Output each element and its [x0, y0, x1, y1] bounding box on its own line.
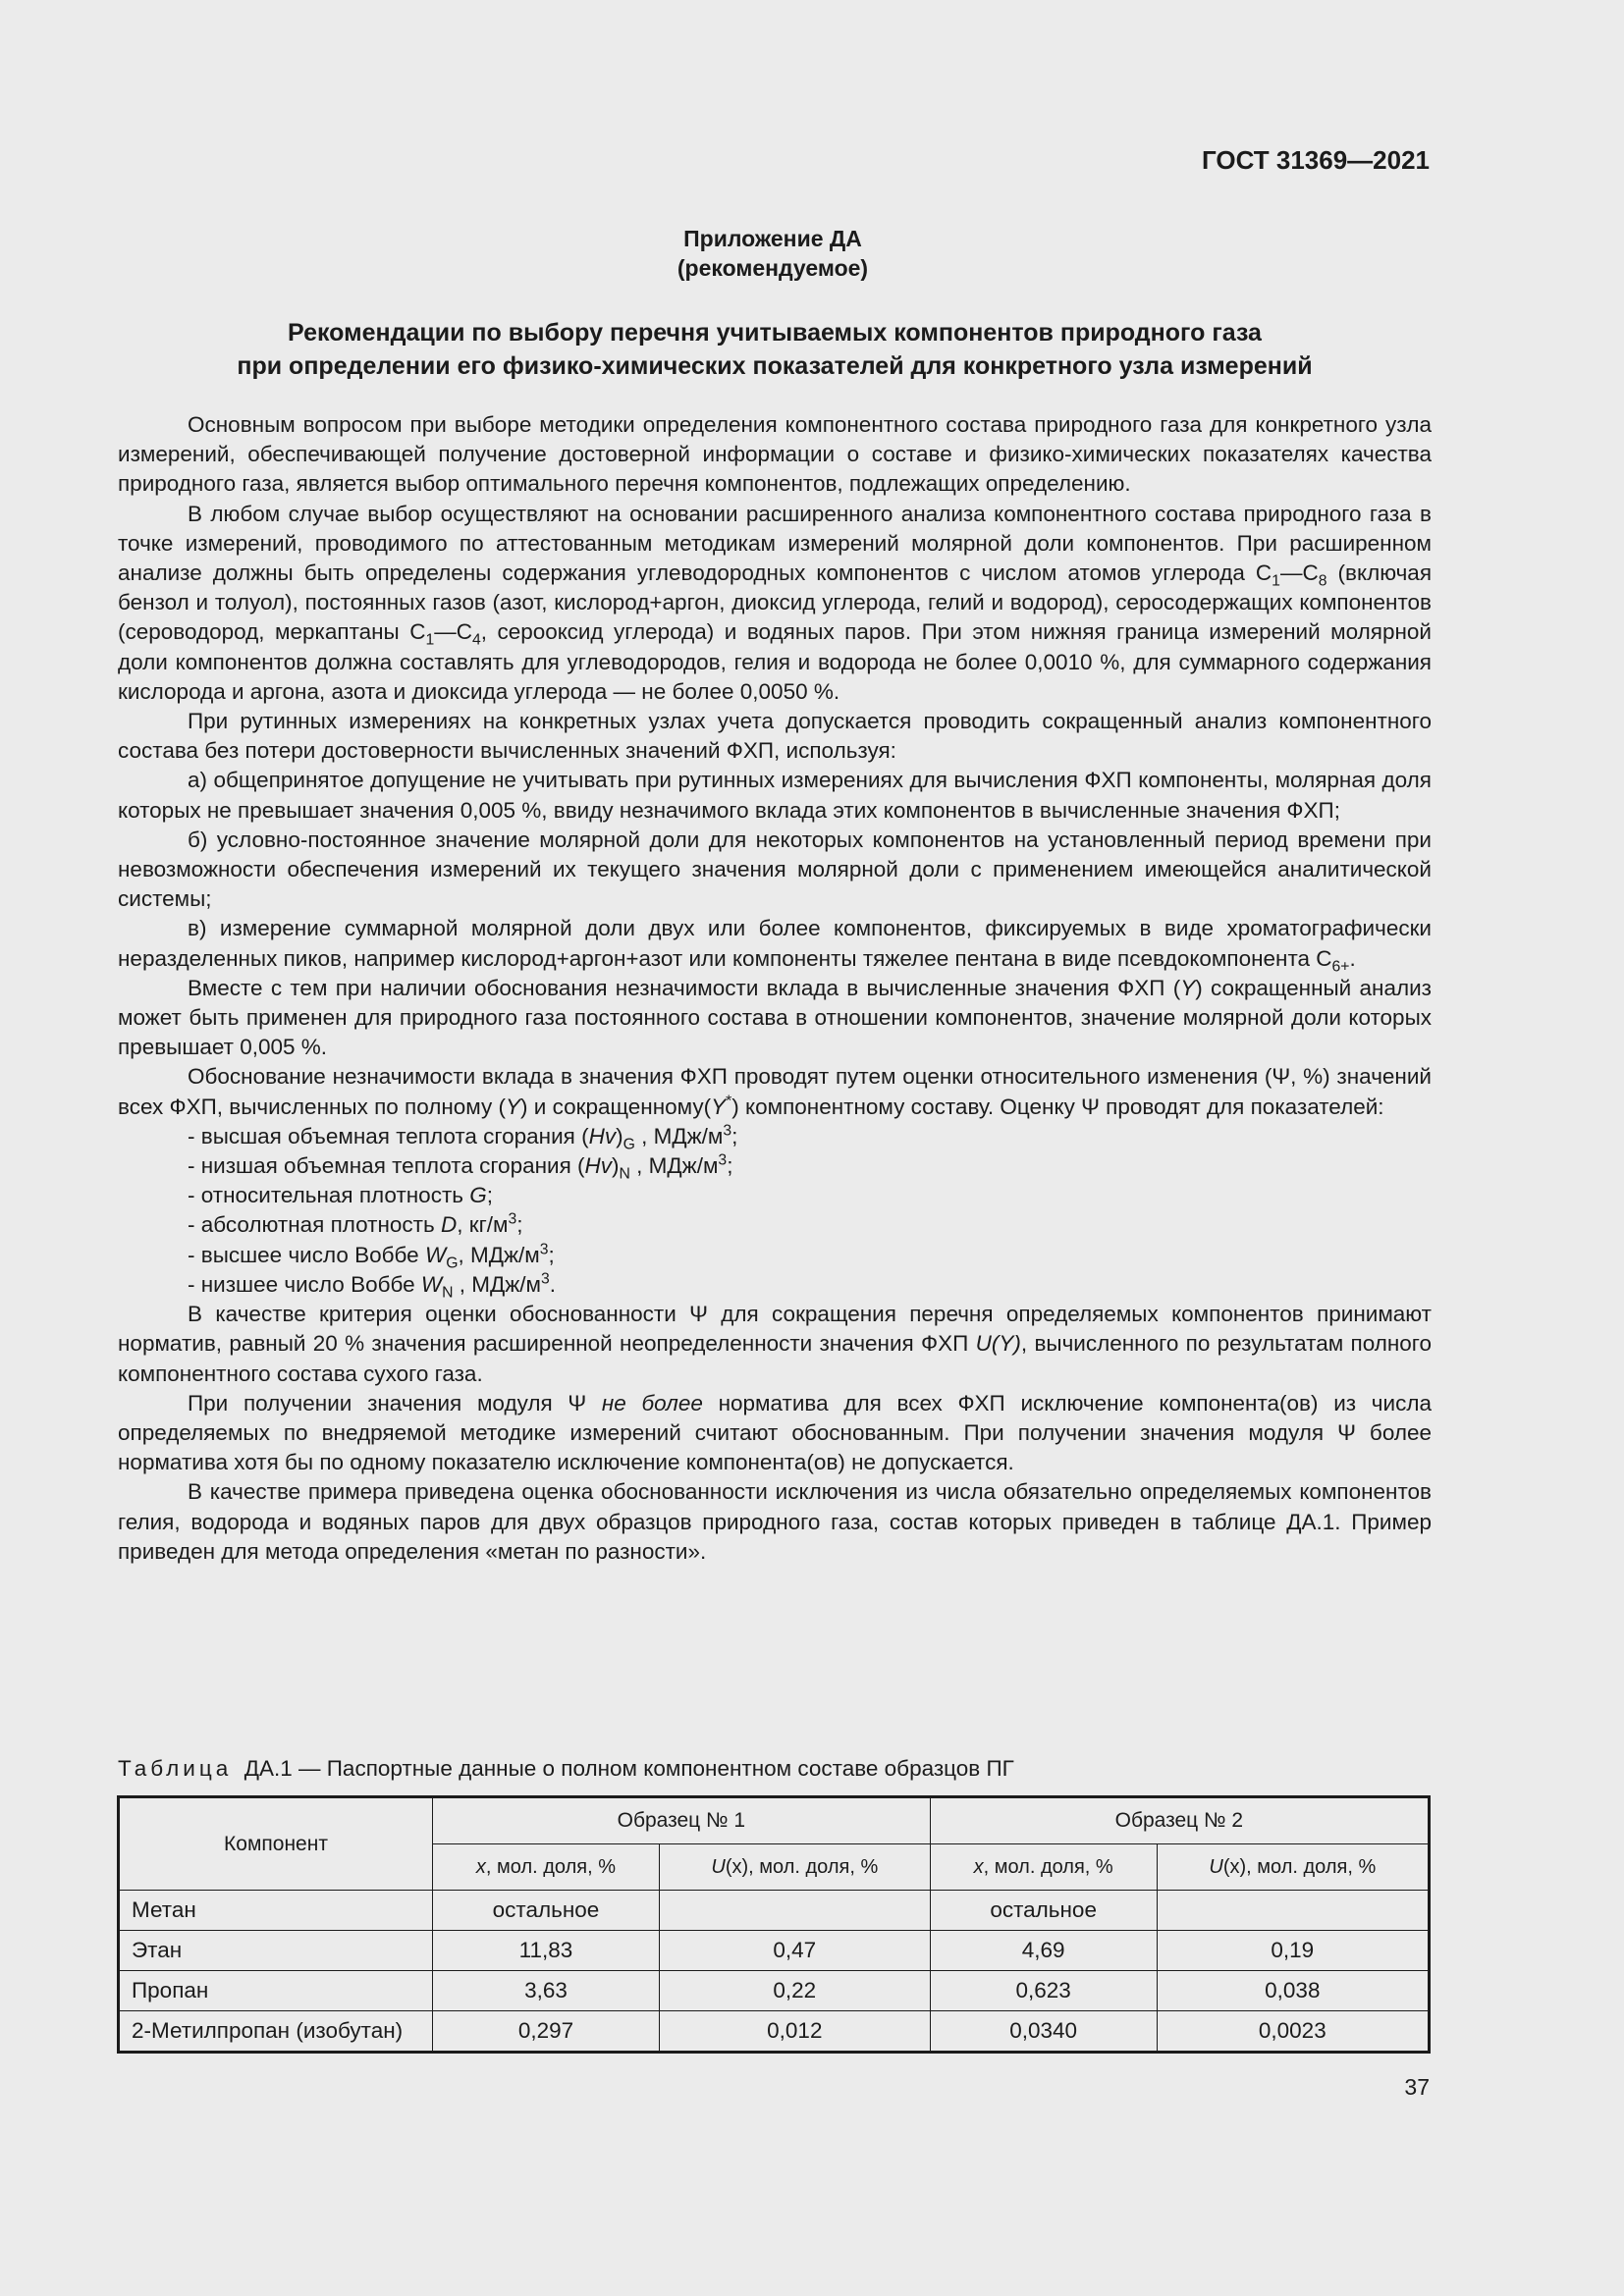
- indicator-list-item: - абсолютная плотность D, $кг/м^3$;: [188, 1210, 523, 1238]
- value-cell: 0,038: [1157, 1971, 1429, 2011]
- table-caption-label: Таблица: [118, 1756, 233, 1781]
- paragraph: В качестве критерия оценки обоснованности Ψ для сокращения перечня определяемых компонентов принимают норматив, равный 20 % значения расширенной неопределенности значения ФХП U(Y), вычисленного по результатам полного компонентного состава сухого газа.: [118, 1302, 1433, 1386]
- indicator-list-item: - высшее число Воббе $W_G$, МДж/$м^3$;: [188, 1241, 555, 1272]
- section-title-line1: Рекомендации по выбору перечня учитываемых компонентов природного газа: [288, 319, 1262, 347]
- paragraph: Вместе с тем при наличии обоснования незначимости вклада в вычисленные значения ФХП (Y) сокращенный анализ может быть применен для природного газа постоянного состава в отношении компонентов, значение молярной доли которых превышает 0,005 %.: [118, 975, 1432, 1060]
- indicator-list-item: - относительная плотность G;: [188, 1183, 494, 1208]
- table-caption-text: ДА.1 — Паспортные данные о полном компонентном составе образцов ПГ: [244, 1756, 1014, 1781]
- table-caption: [118, 1754, 1014, 1784]
- value-cell: 0,297: [433, 2011, 660, 2053]
- section-title-line2: при определении его физико-химических показателей для конкретного узла измерений: [237, 352, 1313, 380]
- paragraph: в) измерение суммарной молярной доли двух или более компонентов, фиксируемых в виде хроматографически неразделенных пиков, например кислород+аргон+азот или компоненты тяжелее пентана в виде псевдокомпонента $С_{6+}$.: [118, 916, 1432, 976]
- column-header-component: Компонент: [119, 1797, 433, 1891]
- indicator-list-item: - низшее число Воббе $W_N$ , МДж/$м^3$.: [188, 1270, 557, 1302]
- indicator-list: [118, 1122, 1432, 1300]
- section-title: [118, 316, 1432, 383]
- value-cell: остальное: [930, 1891, 1157, 1931]
- table-row: [119, 2011, 1430, 2053]
- paragraph: а) общепринятое допущение не учитывать при рутинных измерениях для вычисления ФХП компоненты, молярная доля которых не превышает значения 0,005 %, ввиду незначимого вклада этих компонентов в вычисленные значения ФХП;: [118, 768, 1432, 823]
- table-row: [119, 1971, 1430, 2011]
- column-header-u2: U(x), мол. доля, %: [1157, 1844, 1429, 1891]
- value-cell: 4,69: [930, 1931, 1157, 1971]
- value-cell: 0,22: [659, 1971, 930, 2011]
- paragraph: б) условно-постоянное значение молярной доли для некоторых компонентов на установленный период времени при невозможности обеспечения измерений их текущего значения молярной доли с применением имеющейся аналитической системы;: [118, 827, 1432, 912]
- value-cell: остальное: [433, 1891, 660, 1931]
- value-cell: 11,83: [433, 1931, 660, 1971]
- column-header-u1: U(x), мол. доля, %: [659, 1844, 930, 1891]
- column-header-x2: x, мол. доля, %: [930, 1844, 1157, 1891]
- body-text: [118, 410, 1432, 1567]
- paragraph: При получении значения модуля Ψ не более норматива для всех ФХП исключение компонента(ов) из числа определяемых по внедряемой методике измерений считают обоснованным. При получении значения модуля Ψ более норматива хотя бы по одному показателю исключение компонента(ов) не допускается.: [118, 1390, 1432, 1475]
- column-header-sample-2: Образец № 2: [930, 1797, 1429, 1844]
- value-cell: 0,47: [659, 1931, 930, 1971]
- composition-table: [117, 1795, 1431, 2054]
- appendix-status: (рекомендуемое): [677, 255, 869, 281]
- appendix-title: Приложение ДА: [683, 226, 862, 251]
- paragraph: В качестве примера приведена оценка обоснованности исключения из числа обязательно определяемых компонентов гелия, водорода и водяных паров для двух образцов природного газа, состав которых приведен в таблице ДА.1. Пример приведен для метода определения «метан по разности».: [118, 1479, 1432, 1564]
- indicator-list-item: - низшая объемная теплота сгорания $(Hv)_N$ , МДж/$м^3$;: [188, 1151, 733, 1183]
- indicator-list-item: - высшая объемная теплота сгорания $(Hv)_G$ , МДж/$м^3$;: [188, 1122, 738, 1153]
- value-cell: 0,012: [659, 2011, 930, 2053]
- value-cell: 0,19: [1157, 1931, 1429, 1971]
- value-cell: [1157, 1891, 1429, 1931]
- paragraph: В любом случае выбор осуществляют на основании расширенного анализа компонентного состава природного газа в точке измерений, проводимого по аттестованным методикам измерений молярной доли компонентов. При расширенном анализе должны быть определены содержания углеводородных компонентов с числом атомов углерода $С_1—С_8$ (включая бензол и толуол), постоянных газов (азот, кислород+аргон, диоксид углерода, гелий и водород), серосодержащих компонентов (сероводород, меркаптаны $С_1—С_4$, сероокcид углерода) и водяных паров. При этом нижняя граница измерений молярной доли компонентов должна составлять для углеводородов, гелия и водорода не более 0,0010 %, для суммарного содержания кислорода и аргона, азота и диоксида углерода — не более 0,0050 %.: [118, 501, 1432, 704]
- component-name-cell: Метан: [119, 1891, 433, 1931]
- value-cell: 0,0023: [1157, 2011, 1429, 2053]
- table-row: [119, 1931, 1430, 1971]
- component-name-cell: 2-Метилпропан (изобутан): [119, 2011, 433, 2053]
- paragraph: Основным вопросом при выборе методики определения компонентного состава природного газа для конкретного узла измерений, обеспечивающей получение достоверной информации о составе и физико-химических показателях качества природного газа, является выбор оптимального перечня компонентов, подлежащих определению.: [118, 412, 1432, 497]
- table-row: [119, 1891, 1430, 1931]
- component-name-cell: Этан: [119, 1931, 433, 1971]
- standard-number: ГОСТ 31369—2021: [1202, 145, 1430, 175]
- column-header-x1: x, мол. доля, %: [433, 1844, 660, 1891]
- table-body: [119, 1891, 1430, 2053]
- column-header-sample-1: Образец № 1: [433, 1797, 931, 1844]
- appendix-heading: [0, 224, 1624, 283]
- value-cell: 0,0340: [930, 2011, 1157, 2053]
- page-number: 37: [1404, 2074, 1430, 2100]
- value-cell: [659, 1891, 930, 1931]
- paragraph: Обоснование незначимости вклада в значения ФХП проводят путем оценки относительного изменения (Ψ, %) значений всех ФХП, вычисленных по полному (Y) и сокращенному(Y*) компонентному составу. Оценку Ψ проводят для показателей:: [118, 1064, 1432, 1119]
- value-cell: 0,623: [930, 1971, 1157, 2011]
- value-cell: 3,63: [433, 1971, 660, 2011]
- paragraph: При рутинных измерениях на конкретных узлах учета допускается проводить сокращенный анализ компонентного состава без потери достоверности вычисленных значений ФХП, используя:: [118, 709, 1432, 764]
- component-name-cell: Пропан: [119, 1971, 433, 2011]
